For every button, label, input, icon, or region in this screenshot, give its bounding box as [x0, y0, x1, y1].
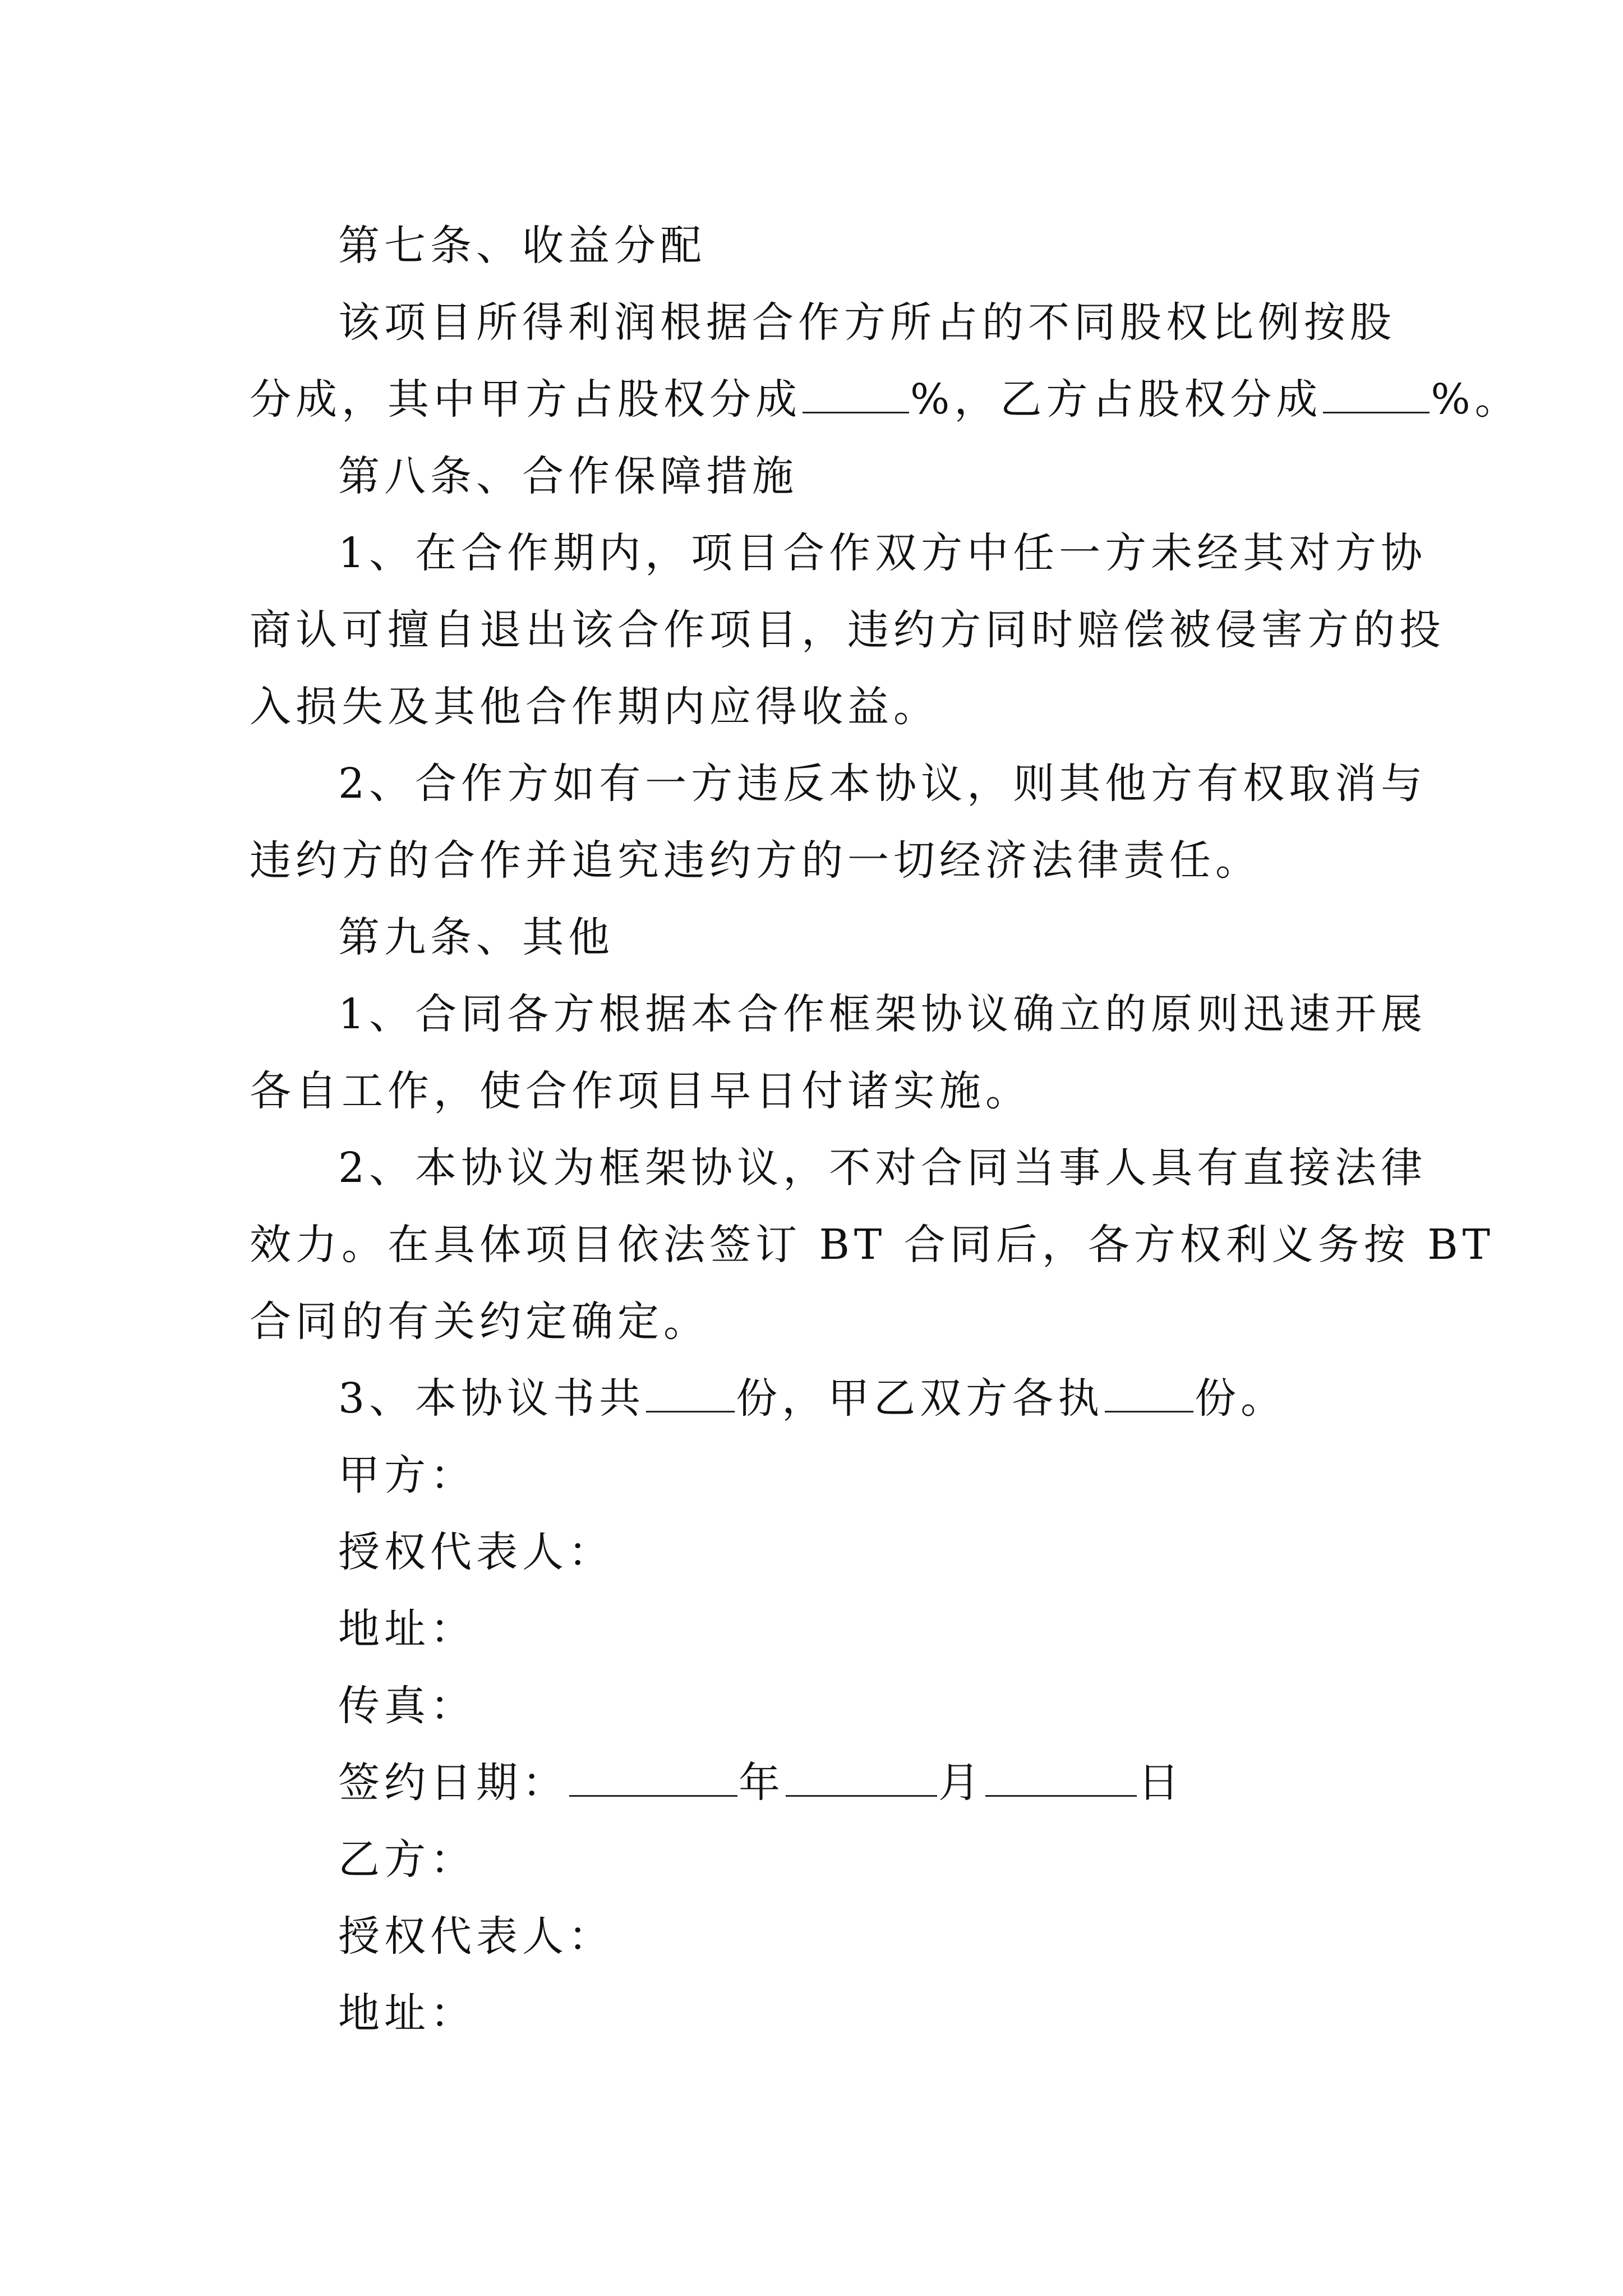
each-party-copies-blank	[1105, 1378, 1193, 1412]
month-blank	[786, 1763, 937, 1797]
party-b-representative-label: 授权代表人：	[338, 1912, 614, 1961]
article8-item1-line1: 1、在合作期内，项目合作双方中任一方未经其对方协	[338, 529, 1427, 577]
article9-item1-line2: 各自工作，使合作项目早日付诸实施。	[250, 1067, 1031, 1115]
year-blank	[569, 1763, 737, 1797]
article9-item2	[250, 1130, 1495, 1360]
day-blank	[985, 1763, 1137, 1797]
article8-item1-line3: 入损失及其他合作期内应得收益。	[250, 683, 939, 731]
article8-item1-line2: 商认可擅自退出该合作项目，违约方同时赔偿被侵害方的投	[250, 606, 1445, 654]
article7-line1: 该项目所得利润根据合作方所占的不同股权比例按股	[338, 298, 1396, 347]
party-b-label: 乙方：	[338, 1835, 476, 1884]
document-body	[250, 208, 1521, 2052]
article7-paragraph	[250, 284, 1521, 438]
article9-heading: 第九条、其他	[338, 913, 614, 961]
party-a-address-label: 地址：	[338, 1605, 476, 1653]
article9-item2-line3: 合同的有关约定确定。	[250, 1297, 709, 1346]
article8-item1	[250, 515, 1445, 746]
party-b-address-label: 地址：	[338, 1989, 476, 2037]
article9-item1-line1: 1、合同各方根据本合作框架协议确立的原则迅速开展	[338, 990, 1427, 1038]
signing-date-line: 签约日期： 年 月 日	[338, 1759, 1184, 1807]
article8-item2-line1: 2、合作方如有一方违反本协议，则其他方有权取消与	[338, 760, 1427, 808]
party-a-share-blank	[803, 379, 909, 413]
article9-item2-line1: 2、本协议为框架协议，不对合同当事人具有直接法律	[338, 1144, 1427, 1192]
article9-item2-line2: 效力。在具体项目依法签订 BT 合同后，各方权利义务按 BT	[250, 1221, 1495, 1269]
article7-line2: 分成，其中甲方占股权分成 %，乙方占股权分成 %。	[250, 375, 1521, 424]
total-copies-blank	[646, 1378, 735, 1412]
article9-item3: 3、本协议书共 份，甲乙双方各执 份。	[338, 1374, 1287, 1423]
article8-heading: 第八条、合作保障措施	[338, 452, 798, 500]
article8-item2-line2: 违约方的合作并追究违约方的一切经济法律责任。	[250, 836, 1261, 885]
party-a-fax-label: 传真：	[338, 1682, 476, 1730]
party-a-label: 甲方：	[338, 1451, 476, 1499]
article7-heading: 第七条、收益分配	[338, 222, 706, 270]
party-b-share-blank	[1323, 379, 1430, 413]
party-a-representative-label: 授权代表人：	[338, 1528, 614, 1576]
article9-item1	[250, 976, 1427, 1130]
article8-item2	[250, 746, 1427, 899]
